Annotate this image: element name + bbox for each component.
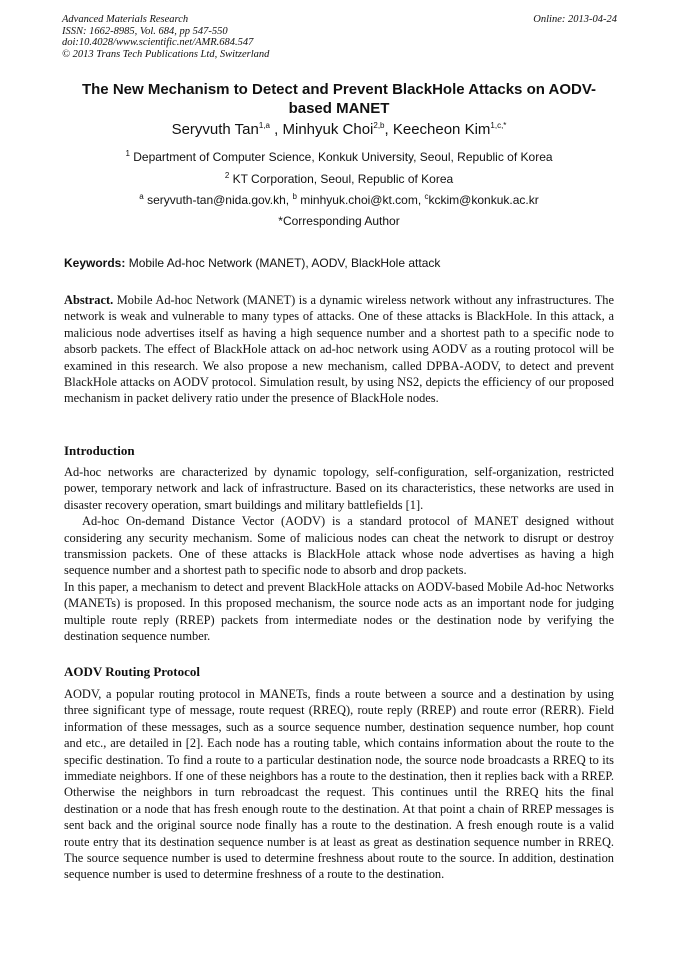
affiliation-1 <box>64 150 614 164</box>
copyright-line: © 2013 Trans Tech Publications Ltd, Switzerland <box>62 48 270 60</box>
abstract-text: Mobile Ad-hoc Network (MANET) is a dynamic wireless network without any infrastructures. The network is weak and vulnerable to many types of attacks. One of these attacks is BlackHole. In this attack, a malicious node advertises itself as having a high sequence number and a shortest path to a specific node to absorb packets. The effect of BlackHole attack on ad-hoc network using AODV as a routing protocol will be examined in this research. We also propose a new mechanism, called DPBA-AODV, to detect and prevent BlackHole attacks on AODV protocol. Simulation result, by using NS2, depicts the efficiency of our proposed mechanism in packet delivery ratio under the presence of BlackHole nodes. <box>64 293 614 406</box>
keywords-label: Keywords: <box>64 256 126 270</box>
corresponding-author-note: *Corresponding Author <box>278 214 400 228</box>
affiliation-superscript: 2 <box>224 171 230 180</box>
keywords-text: Mobile Ad-hoc Network (MANET), AODV, BlackHole attack <box>128 256 441 270</box>
journal-name: Advanced Materials Research <box>62 14 189 25</box>
abstract-section <box>64 292 614 407</box>
abstract-label: Abstract. <box>64 293 114 307</box>
paragraph: Ad-hoc On-demand Distance Vector (AODV) is a standard protocol of MANET designed without considering any security mechanism. Some of malicious nodes can cheat the network to disrupt or destroy transmission packets. One of these attacks is BlackHole attack whose node advertises as having a high sequence number and a shortest path to specific node to absorb and drop packets. <box>64 514 614 578</box>
email-address: minhyuk.choi@kt.com, <box>300 193 422 207</box>
author-name: Keecheon Kim <box>392 121 491 138</box>
author-superscript: 1,c,* <box>490 121 507 130</box>
author-name: Seryvuth Tan <box>171 121 259 138</box>
author-superscript: 2,b <box>373 121 385 130</box>
email-address: seryvuth-tan@nida.gov.kh, <box>147 193 290 207</box>
affiliation-text: Department of Computer Science, Konkuk University, Seoul, Republic of Korea <box>133 150 553 164</box>
affiliation-text: KT Corporation, Seoul, Republic of Korea <box>232 172 454 186</box>
publication-header <box>62 14 617 60</box>
author-list: Seryvuth Tan$^{1,a}$ , Minhyuk Choi$^{2,b}$, Keecheon Kim$^{1,c,*}$ <box>171 121 507 138</box>
email-superscript: c <box>424 192 429 201</box>
paper-title: The New Mechanism to Detect and Prevent BlackHole Attacks on AODV-based MANET <box>81 81 597 117</box>
email-line <box>64 193 614 207</box>
paragraph: In this paper, a mechanism to detect and prevent BlackHole attacks on AODV-based Mobile Ad-hoc Networks (MANETs) is proposed. In this proposed mechanism, the source node acts as an important node for judging multiple route reply (RREP) packets from intermediate nodes or the destination node by verifying the destination sequence number. <box>64 579 614 644</box>
email-address: kckim@konkuk.ac.kr <box>428 193 539 207</box>
affiliation-superscript: 1 <box>125 149 130 158</box>
issn-line: ISSN: 1662-8985, Vol. 684, pp 547-550 <box>62 25 228 37</box>
doi-line: doi:10.4028/www.scientific.net/AMR.684.547 <box>62 37 254 48</box>
introduction-section <box>64 464 614 644</box>
introduction-heading: Introduction <box>64 443 135 458</box>
author-name: Minhyuk Choi <box>282 121 374 138</box>
email-superscript: a <box>139 192 144 201</box>
affiliation-2 <box>64 172 614 186</box>
aodv-heading: AODV Routing Protocol <box>64 664 201 679</box>
online-date: Online: 2013-04-24 <box>533 14 617 25</box>
paragraph: AODV, a popular routing protocol in MANETs, finds a route between a source and a destination by using three significant type of message, route request (RREQ), route reply (RREP) and route error (RERR). Field information of these messages, such as a source sequence number, destination sequence number, hop count and etc., are detailed in [2]. Each node has a routing table, which contains information about the route to the specific destination. To find a route to a particular destination node, the source node broadcasts a RREQ to its immediate neighbors. If one of these neighbors has a route to the destination, then it replies back with a RREP. Otherwise the neighbors in turn rebroadcast the request. This continues until the RREQ hits the final destination or a node that has fresh enough route to the destination. At that point a chain of RREP messages is sent back and the original source node finally has a route to the destination. A fresh enough route is a valid route entry that its destination sequence number is at least as great as destination sequence number in RREQ. The source sequence number is used to determine freshness about route to the source. In addition, destination sequence number is used to determine freshness of a route to the destination. <box>64 687 614 882</box>
author-superscript: 1,a <box>258 121 270 130</box>
paragraph: Ad-hoc networks are characterized by dynamic topology, self-configuration, self-organization, restricted power, temporary network and lack of infrastructure. Based on its characteristics, these networks are used in disaster recovery operation, smart buildings and military battlefields [1]. <box>64 465 614 512</box>
keywords-line <box>64 256 614 270</box>
email-superscript: b <box>292 192 297 201</box>
aodv-section <box>64 686 614 883</box>
